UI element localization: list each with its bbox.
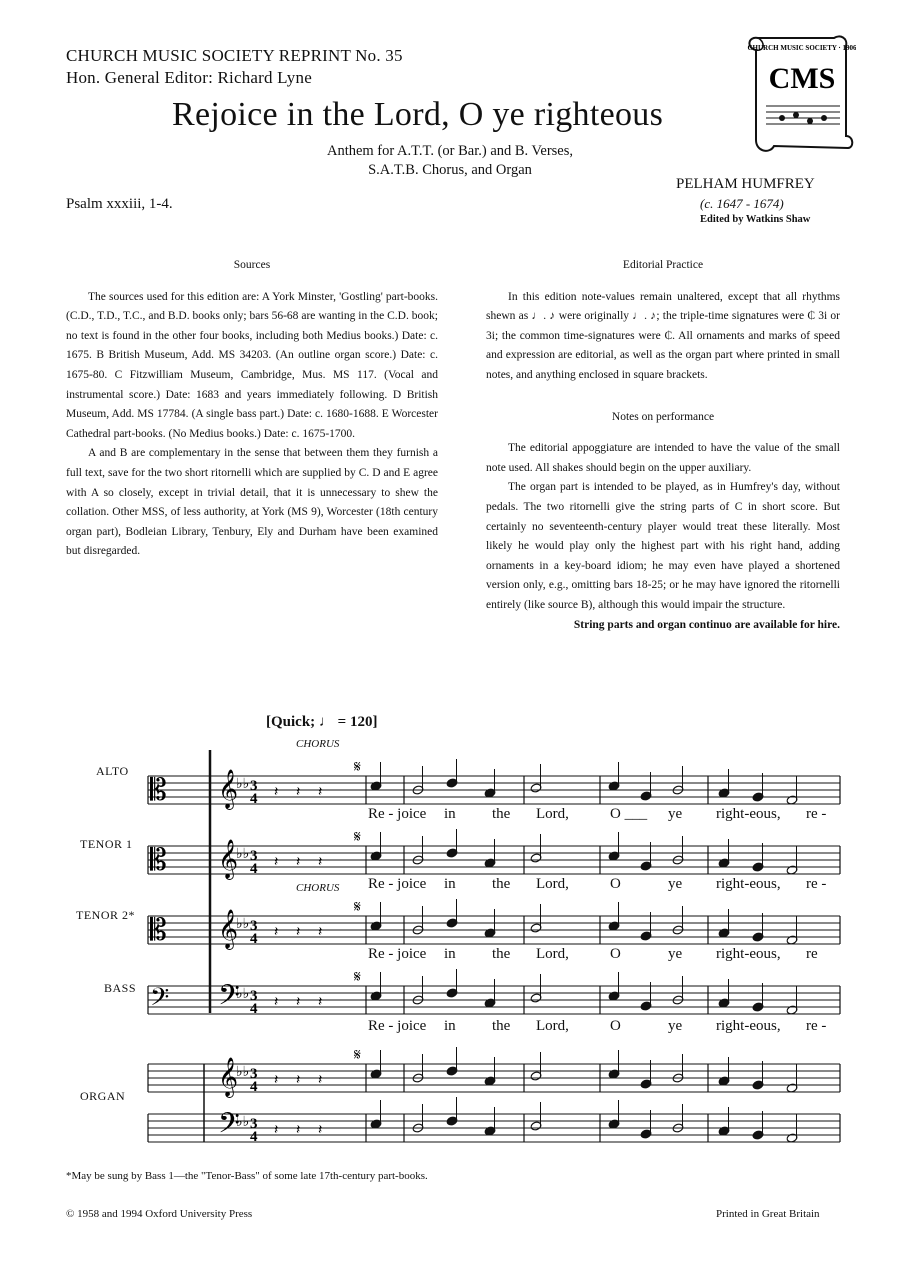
- sources-section: [66, 256, 438, 562]
- lyric-word: in: [444, 946, 456, 962]
- svg-text:4: 4: [250, 1001, 258, 1017]
- lyric-word: in: [444, 876, 456, 892]
- lyric-word: Lord,: [536, 946, 569, 962]
- lyric-word: ye: [668, 946, 683, 962]
- lyric-word: Re - joice: [368, 876, 427, 892]
- svg-text:𝄽: 𝄽: [296, 1123, 301, 1138]
- clef-2: 𝄞: [218, 841, 239, 878]
- lyric-word: O: [610, 1018, 621, 1034]
- series-title: CHURCH MUSIC SOCIETY REPRINT No. 35: [66, 46, 403, 65]
- practice-heading: Editorial Practice: [622, 259, 704, 271]
- svg-text:𝄽: 𝄽: [274, 855, 279, 870]
- svg-text:𝄽: 𝄽: [274, 1073, 279, 1088]
- segno-4: 𝄋: [354, 969, 361, 986]
- psalm-reference: Psalm xxxiii, 1-4.: [66, 196, 173, 212]
- clef-1: 𝄞: [218, 771, 239, 808]
- lyric-word: re -: [806, 876, 827, 892]
- page-title: Rejoice in the Lord, O ye righteous: [172, 96, 664, 133]
- svg-text:𝄽: 𝄽: [296, 995, 301, 1010]
- clef-4: 𝄢: [218, 981, 240, 1018]
- general-editor: Hon. General Editor: Richard Lyne: [66, 68, 312, 87]
- svg-text:𝄽: 𝄽: [296, 855, 301, 870]
- lyric-word: O: [610, 876, 621, 892]
- segno-1: 𝄋: [354, 759, 361, 776]
- sources-para-2: A and B are complementary in the sense that between them they furnish a full text, save for the two short ritornelli which are supplied by C. D and E agree with A so closely, except in trivial detail, that it is unnecessary to shew the collation. Other MSS, of less authority, at York (MS 9), Worcester (18th century organ part), Bodleian Library, Tenbury, Ely and Durham have been examined but disregarded.: [66, 447, 438, 558]
- lyric-word: in: [444, 1018, 456, 1034]
- time-sig-4: 3: [250, 988, 258, 1004]
- part-label-alto: ALTO: [96, 764, 129, 778]
- sources-heading: Sources: [233, 259, 271, 271]
- music-score: [0, 730, 900, 1150]
- lyric-word: in: [444, 806, 456, 822]
- svg-text:𝄽: 𝄽: [274, 1123, 279, 1138]
- time-sig-6: 3: [250, 1116, 258, 1132]
- orig-clef-1: 𝄡: [150, 774, 167, 807]
- lyric-word: right-eous,: [716, 946, 781, 962]
- lyric-word: Lord,: [536, 1018, 569, 1034]
- key-sig-1: ♭♭: [236, 777, 250, 792]
- svg-text:𝄽: 𝄽: [296, 925, 301, 940]
- lyric-word: ye: [668, 876, 683, 892]
- lyric-word: O ___: [610, 806, 648, 822]
- performance-heading: Notes on performance: [611, 410, 715, 423]
- orig-clef-2: 𝄡: [150, 844, 167, 877]
- clef-6: 𝄢: [218, 1109, 240, 1146]
- segno-3: 𝄋: [354, 899, 361, 916]
- performance-para-2: The organ part is intended to be played, as in Humfrey's day, without pedals. The two ritornelli give the string parts of C in short score. But certainly no seventeenth-century player would treat these literally. Most likely he would play only the highest part with his right hand, adding ornaments in a key-board idiom; he may even have played a shortened version only, e.g., omitting bars 18-25; or he may have ignored the ritornelli entirely (like source B), although this would impair the structure.: [486, 481, 840, 611]
- svg-text:4: 4: [250, 1079, 258, 1095]
- time-sig-2: 3: [250, 848, 258, 864]
- composer-dates: (c. 1647 - 1674): [700, 196, 784, 211]
- svg-text:4: 4: [250, 1129, 258, 1145]
- lyric-word: re -: [806, 1018, 827, 1034]
- svg-text:𝄽: 𝄽: [296, 785, 301, 800]
- score-svg: [0, 730, 900, 1150]
- lyric-word: re: [806, 946, 818, 962]
- orig-clef-4: 𝄢: [150, 984, 170, 1017]
- key-sig-4: ♭♭: [236, 987, 250, 1002]
- svg-text:𝄽: 𝄽: [296, 1073, 301, 1088]
- lyric-word: the: [492, 1018, 511, 1034]
- part-label-organ: ORGAN: [80, 1089, 126, 1103]
- lyric-word: re -: [806, 806, 827, 822]
- svg-text:4: 4: [250, 791, 258, 807]
- key-sig-5: ♭♭: [236, 1065, 250, 1080]
- sources-para-1: The sources used for this edition are: A York Minster, 'Gostling' part-books. (C.D., T.D., T.C., and B.D. books only; bars 56-68 are wanting in the C.D. book; no text is found in the other four books, including both Medius books.) Date: c. 1675. B British Museum, Add. MS 34203. (An outline organ score.) Date: c. 1675-80. C Fitzwilliam Museum, Cambridge, Mus. MS 117. (Vocal and instrumental score.) Date: 1683 and years immediately following. D British Museum, Add. MS 17784. (A single bass part.) Date: c. 1680-1688. E Worcester Cathedral part-books. (No Medius books.) Date: c. 1675-1700.: [66, 290, 438, 440]
- subtitle: [300, 142, 600, 180]
- lyric-word: O: [610, 946, 621, 962]
- part-label-tenor2: TENOR 2*: [76, 908, 135, 922]
- lyric-word: Lord,: [536, 876, 569, 892]
- composer-name: PELHAM HUMFREY: [676, 176, 815, 192]
- lyric-word: the: [492, 806, 511, 822]
- svg-text:4: 4: [250, 931, 258, 947]
- subtitle-line-1: Anthem for A.T.T. (or Bar.) and B. Verses,: [326, 143, 574, 159]
- lyric-word: ye: [668, 806, 683, 822]
- svg-text:𝄽: 𝄽: [274, 785, 279, 800]
- key-sig-6: ♭♭: [236, 1115, 250, 1130]
- copyright: © 1958 and 1994 Oxford University Press: [66, 1208, 253, 1220]
- time-sig-5: 3: [250, 1066, 258, 1082]
- svg-text:𝄽: 𝄽: [274, 925, 279, 940]
- segno-2: 𝄋: [354, 829, 361, 846]
- key-sig-3: ♭♭: [236, 917, 250, 932]
- performance-para-1: The editorial appoggiature are intended to have the value of the small note used. All shakes should begin on the upper auxiliary.: [486, 442, 840, 474]
- chorus-marking-2: CHORUS: [296, 882, 340, 894]
- time-sig-1: 3: [250, 778, 258, 794]
- svg-text:4: 4: [250, 861, 258, 877]
- practice-para-1: In this edition note-values remain unaltered, except that all rhythms shewn as ♩. ♪ were originally ♩. ♪; the triple-time signatures were ₵ 3i or 3i; the common time-signatures were ₵. All ornaments and marks of speed and expression are editorial, as well as the organ part where printed in small notes, and anything enclosed in square brackets.: [486, 290, 840, 381]
- logo-monogram: CMS: [768, 62, 836, 95]
- lyric-word: right-eous,: [716, 806, 781, 822]
- part-label-tenor1: TENOR 1: [80, 837, 133, 851]
- lyric-word: Re - joice: [368, 1018, 427, 1034]
- svg-text:𝄽: 𝄽: [318, 1073, 323, 1088]
- lyric-word: Lord,: [536, 806, 569, 822]
- svg-text:𝄽: 𝄽: [318, 855, 323, 870]
- practice-section: [486, 256, 840, 635]
- hire-note: String parts and organ continuo are available for hire.: [573, 618, 840, 631]
- footnote: *May be sung by Bass 1—the "Tenor-Bass" of some late 17th-century part-books.: [66, 1170, 428, 1182]
- subtitle-line-2: S.A.T.B. Chorus, and Organ: [368, 162, 532, 178]
- cms-logo: [744, 30, 856, 158]
- lyric-word: Re - joice: [368, 806, 427, 822]
- lyric-word: the: [492, 946, 511, 962]
- orig-clef-3: 𝄡: [150, 914, 167, 947]
- printed-in: Printed in Great Britain: [716, 1208, 820, 1220]
- svg-text:𝄽: 𝄽: [274, 995, 279, 1010]
- svg-text:𝄽: 𝄽: [318, 785, 323, 800]
- logo-caption: CHURCH MUSIC SOCIETY · 1906: [747, 44, 856, 52]
- key-sig-2: ♭♭: [236, 847, 250, 862]
- lyric-word: right-eous,: [716, 876, 781, 892]
- segno-5: 𝄋: [354, 1047, 361, 1064]
- lyric-word: ye: [668, 1018, 683, 1034]
- svg-text:𝄽: 𝄽: [318, 995, 323, 1010]
- svg-text:𝄽: 𝄽: [318, 925, 323, 940]
- tempo-marking: [Quick; ♩ = 120]: [266, 714, 378, 730]
- time-sig-3: 3: [250, 918, 258, 934]
- lyric-word: the: [492, 876, 511, 892]
- lyric-word: right-eous,: [716, 1018, 781, 1034]
- clef-5: 𝄞: [218, 1059, 239, 1096]
- clef-3: 𝄞: [218, 911, 239, 948]
- chorus-marking-1: CHORUS: [296, 738, 340, 750]
- svg-text:𝄽: 𝄽: [318, 1123, 323, 1138]
- editor-credit: Edited by Watkins Shaw: [700, 214, 811, 225]
- part-label-bass: BASS: [104, 981, 137, 995]
- lyric-word: Re - joice: [368, 946, 427, 962]
